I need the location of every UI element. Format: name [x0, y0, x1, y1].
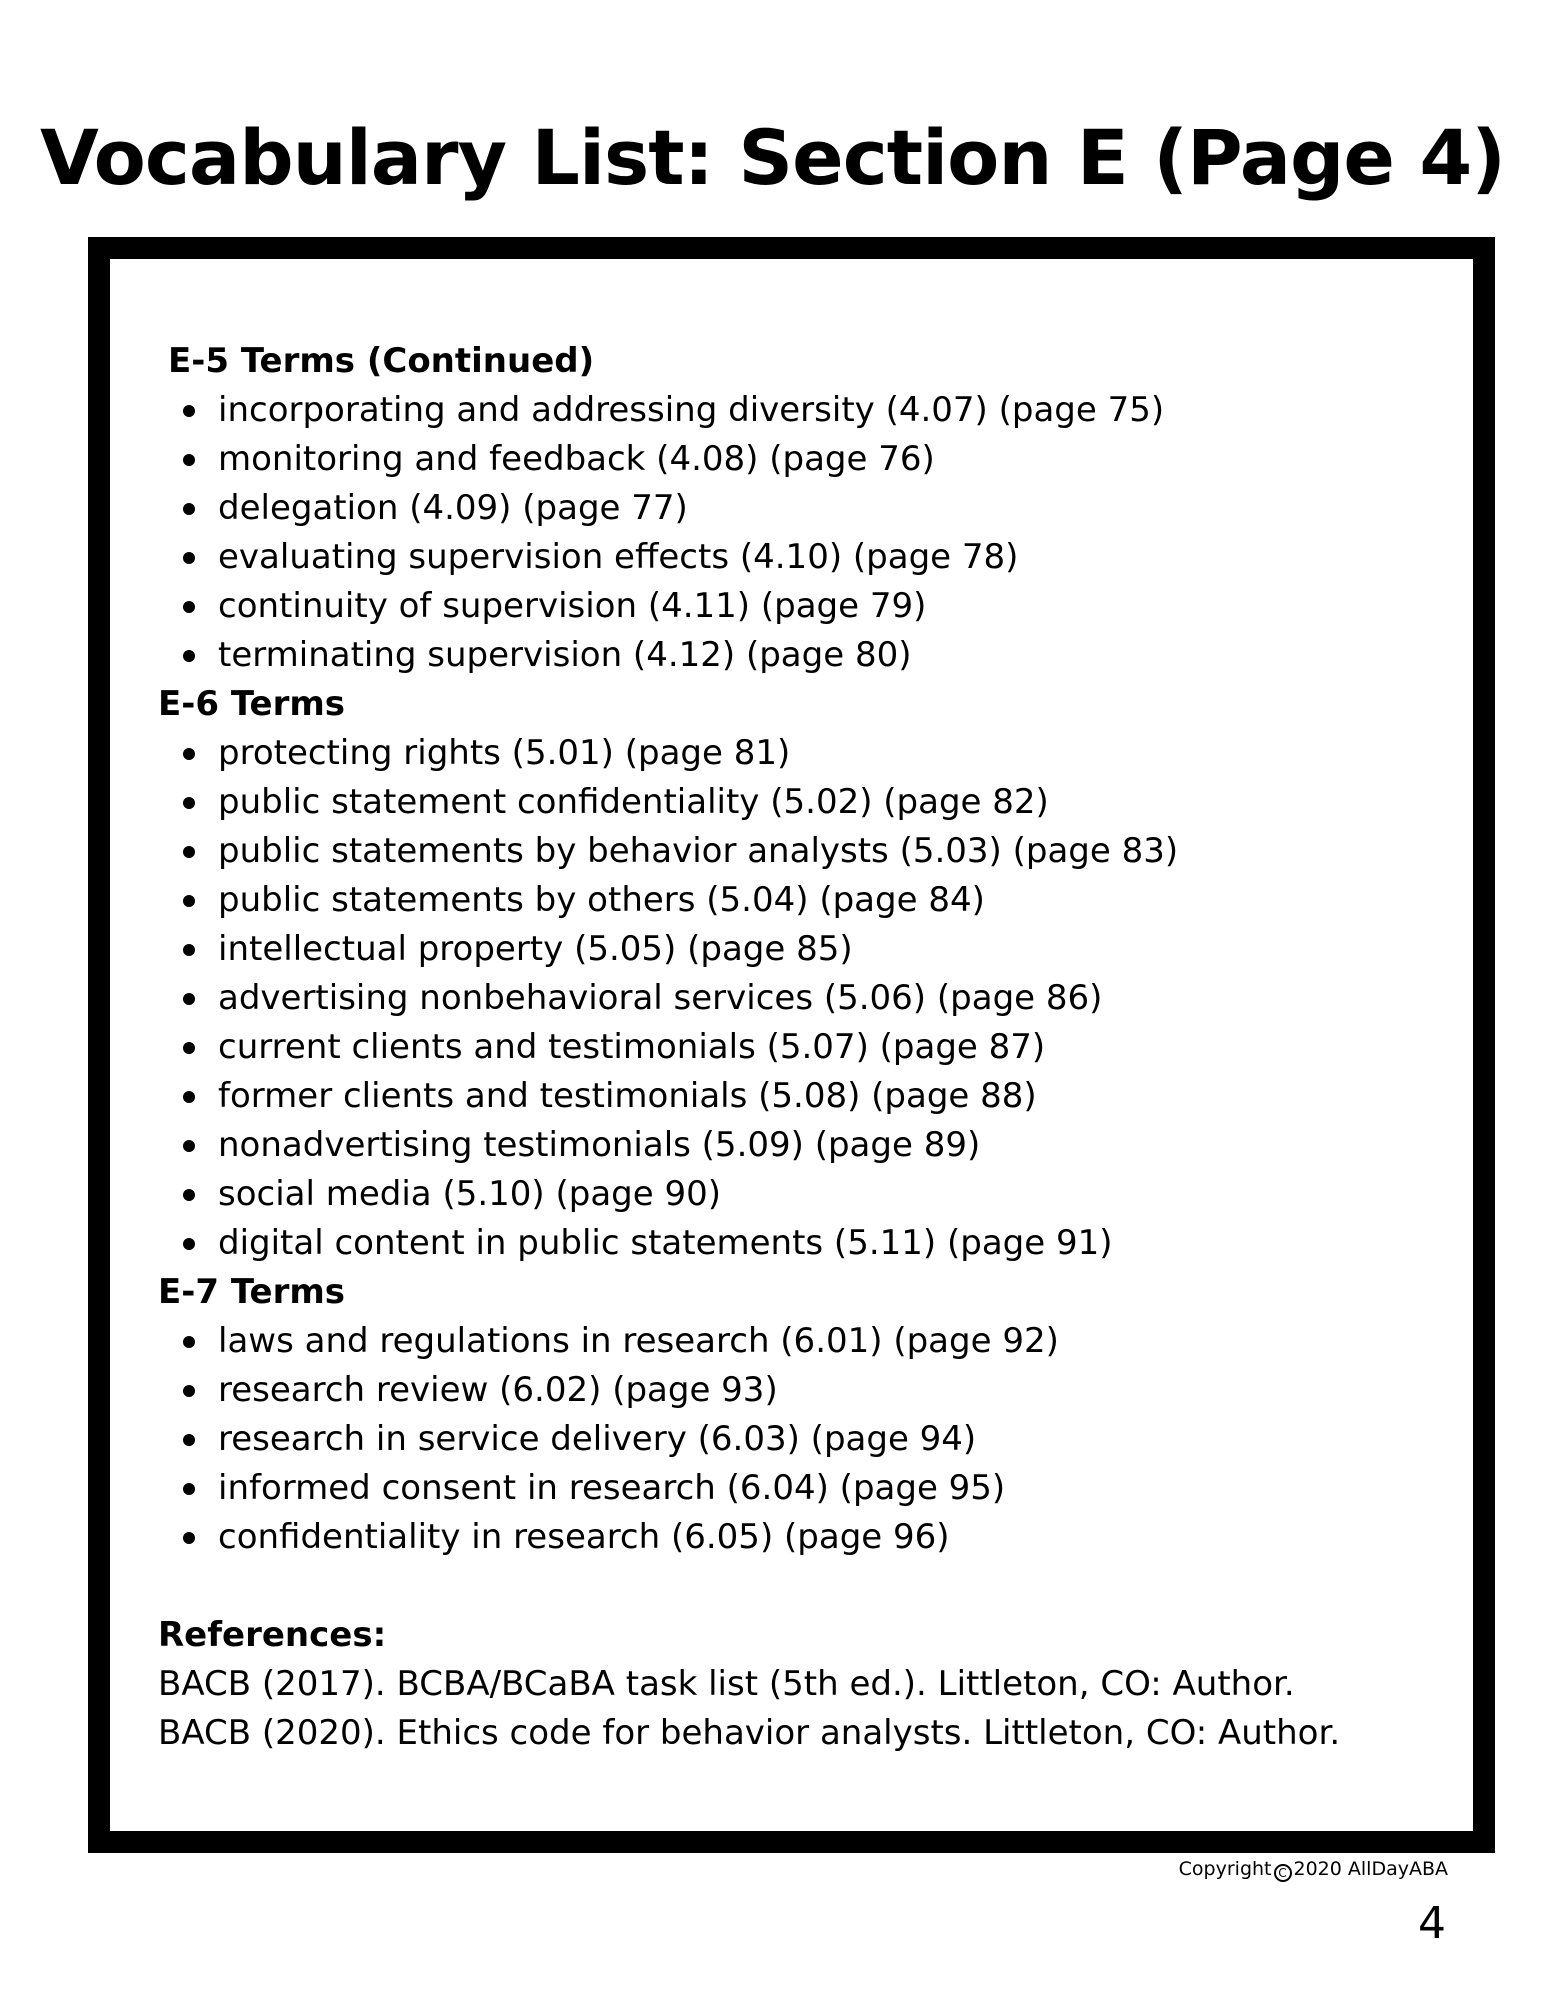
term-text: laws and regulations in research (6.01) (page 92): [218, 1321, 1059, 1361]
term-list: [158, 386, 1433, 680]
bullet-icon: [183, 1532, 195, 1544]
list-item: [158, 582, 1433, 631]
section-heading: E-7 Terms: [158, 1272, 345, 1312]
bullet-icon: [183, 797, 195, 809]
bullet-icon: [183, 1042, 195, 1054]
term-text: protecting rights (5.01) (page 81): [218, 733, 791, 773]
list-item: [158, 1170, 1433, 1219]
copyright-notice: [1179, 1857, 1448, 1882]
term-text: social media (5.10) (page 90): [218, 1174, 722, 1214]
list-item: [158, 974, 1433, 1023]
term-text: public statement confidentiality (5.02) (page 82): [218, 782, 1049, 822]
section-heading: E-5 Terms (Continued): [168, 341, 595, 381]
list-item: [158, 1317, 1433, 1366]
term-text: advertising nonbehavioral services (5.06) (page 86): [218, 978, 1103, 1018]
term-text: research review (6.02) (page 93): [218, 1370, 778, 1410]
list-item: [158, 1023, 1433, 1072]
bullet-icon: [183, 1238, 195, 1250]
list-item: [158, 729, 1433, 778]
page-number: 4: [1418, 1898, 1446, 1949]
vocabulary-content: [158, 337, 1433, 1758]
section-e5: [158, 337, 1433, 680]
reference-line: BACB (2020). Ethics code for behavior analysts. Littleton, CO: Author.: [158, 1713, 1341, 1753]
term-text: former clients and testimonials (5.08) (page 88): [218, 1076, 1037, 1116]
term-text: evaluating supervision effects (4.10) (page 78): [218, 537, 1019, 577]
list-item: [158, 435, 1433, 484]
term-text: public statements by others (5.04) (page 84): [218, 880, 985, 920]
list-item: [158, 1513, 1433, 1562]
term-list: [158, 1317, 1433, 1562]
copyright-prefix: Copyright: [1178, 1858, 1272, 1880]
bullet-icon: [183, 1385, 195, 1397]
term-text: confidentiality in research (6.05) (page 96): [218, 1517, 950, 1557]
term-text: research in service delivery (6.03) (page 94): [218, 1419, 977, 1459]
spacer: [158, 1562, 1433, 1611]
bullet-icon: [183, 846, 195, 858]
list-item: [158, 1464, 1433, 1513]
list-item: [158, 533, 1433, 582]
section-e6: [158, 680, 1433, 1268]
references-section: [158, 1611, 1433, 1758]
list-item: [158, 484, 1433, 533]
copyright-icon: C: [1274, 1864, 1292, 1882]
term-text: digital content in public statements (5.11) (page 91): [218, 1223, 1113, 1263]
list-item: [158, 1219, 1433, 1268]
term-list: [158, 729, 1433, 1268]
bullet-icon: [183, 454, 195, 466]
bullet-icon: [183, 944, 195, 956]
bullet-icon: [183, 1483, 195, 1495]
list-item: [158, 1121, 1433, 1170]
bullet-icon: [183, 748, 195, 760]
term-text: current clients and testimonials (5.07) (page 87): [218, 1027, 1046, 1067]
term-text: intellectual property (5.05) (page 85): [218, 929, 853, 969]
list-item: [158, 827, 1433, 876]
term-text: public statements by behavior analysts (5.03) (page 83): [218, 831, 1179, 871]
bullet-icon: [183, 1091, 195, 1103]
term-text: nonadvertising testimonials (5.09) (page 89): [218, 1125, 981, 1165]
bullet-icon: [183, 650, 195, 662]
term-text: informed consent in research (6.04) (page 95): [218, 1468, 1006, 1508]
bullet-icon: [183, 1140, 195, 1152]
section-e7: [158, 1268, 1433, 1562]
page-title: Vocabulary List: Section E (Page 4): [40, 113, 1505, 202]
list-item: [158, 876, 1433, 925]
term-text: continuity of supervision (4.11) (page 79): [218, 586, 927, 626]
list-item: [158, 631, 1433, 680]
term-text: terminating supervision (4.12) (page 80): [218, 635, 912, 675]
term-text: delegation (4.09) (page 77): [218, 488, 688, 528]
list-item: [158, 1072, 1433, 1121]
copyright-suffix: 2020 AllDayABA: [1293, 1858, 1448, 1880]
section-heading: E-6 Terms: [158, 684, 345, 724]
content-frame: [88, 237, 1495, 1853]
bullet-icon: [183, 1434, 195, 1446]
term-text: monitoring and feedback (4.08) (page 76): [218, 439, 935, 479]
bullet-icon: [183, 895, 195, 907]
list-item: [158, 778, 1433, 827]
bullet-icon: [183, 1189, 195, 1201]
bullet-icon: [183, 601, 195, 613]
reference-line: BACB (2017). BCBA/BCaBA task list (5th ed.). Littleton, CO: Author.: [158, 1664, 1295, 1704]
bullet-icon: [183, 993, 195, 1005]
term-text: incorporating and addressing diversity (4.07) (page 75): [218, 390, 1165, 430]
bullet-icon: [183, 552, 195, 564]
list-item: [158, 1366, 1433, 1415]
bullet-icon: [183, 503, 195, 515]
list-item: [158, 1415, 1433, 1464]
list-item: [158, 386, 1433, 435]
bullet-icon: [183, 405, 195, 417]
references-heading: References:: [158, 1615, 387, 1655]
bullet-icon: [183, 1336, 195, 1348]
list-item: [158, 925, 1433, 974]
